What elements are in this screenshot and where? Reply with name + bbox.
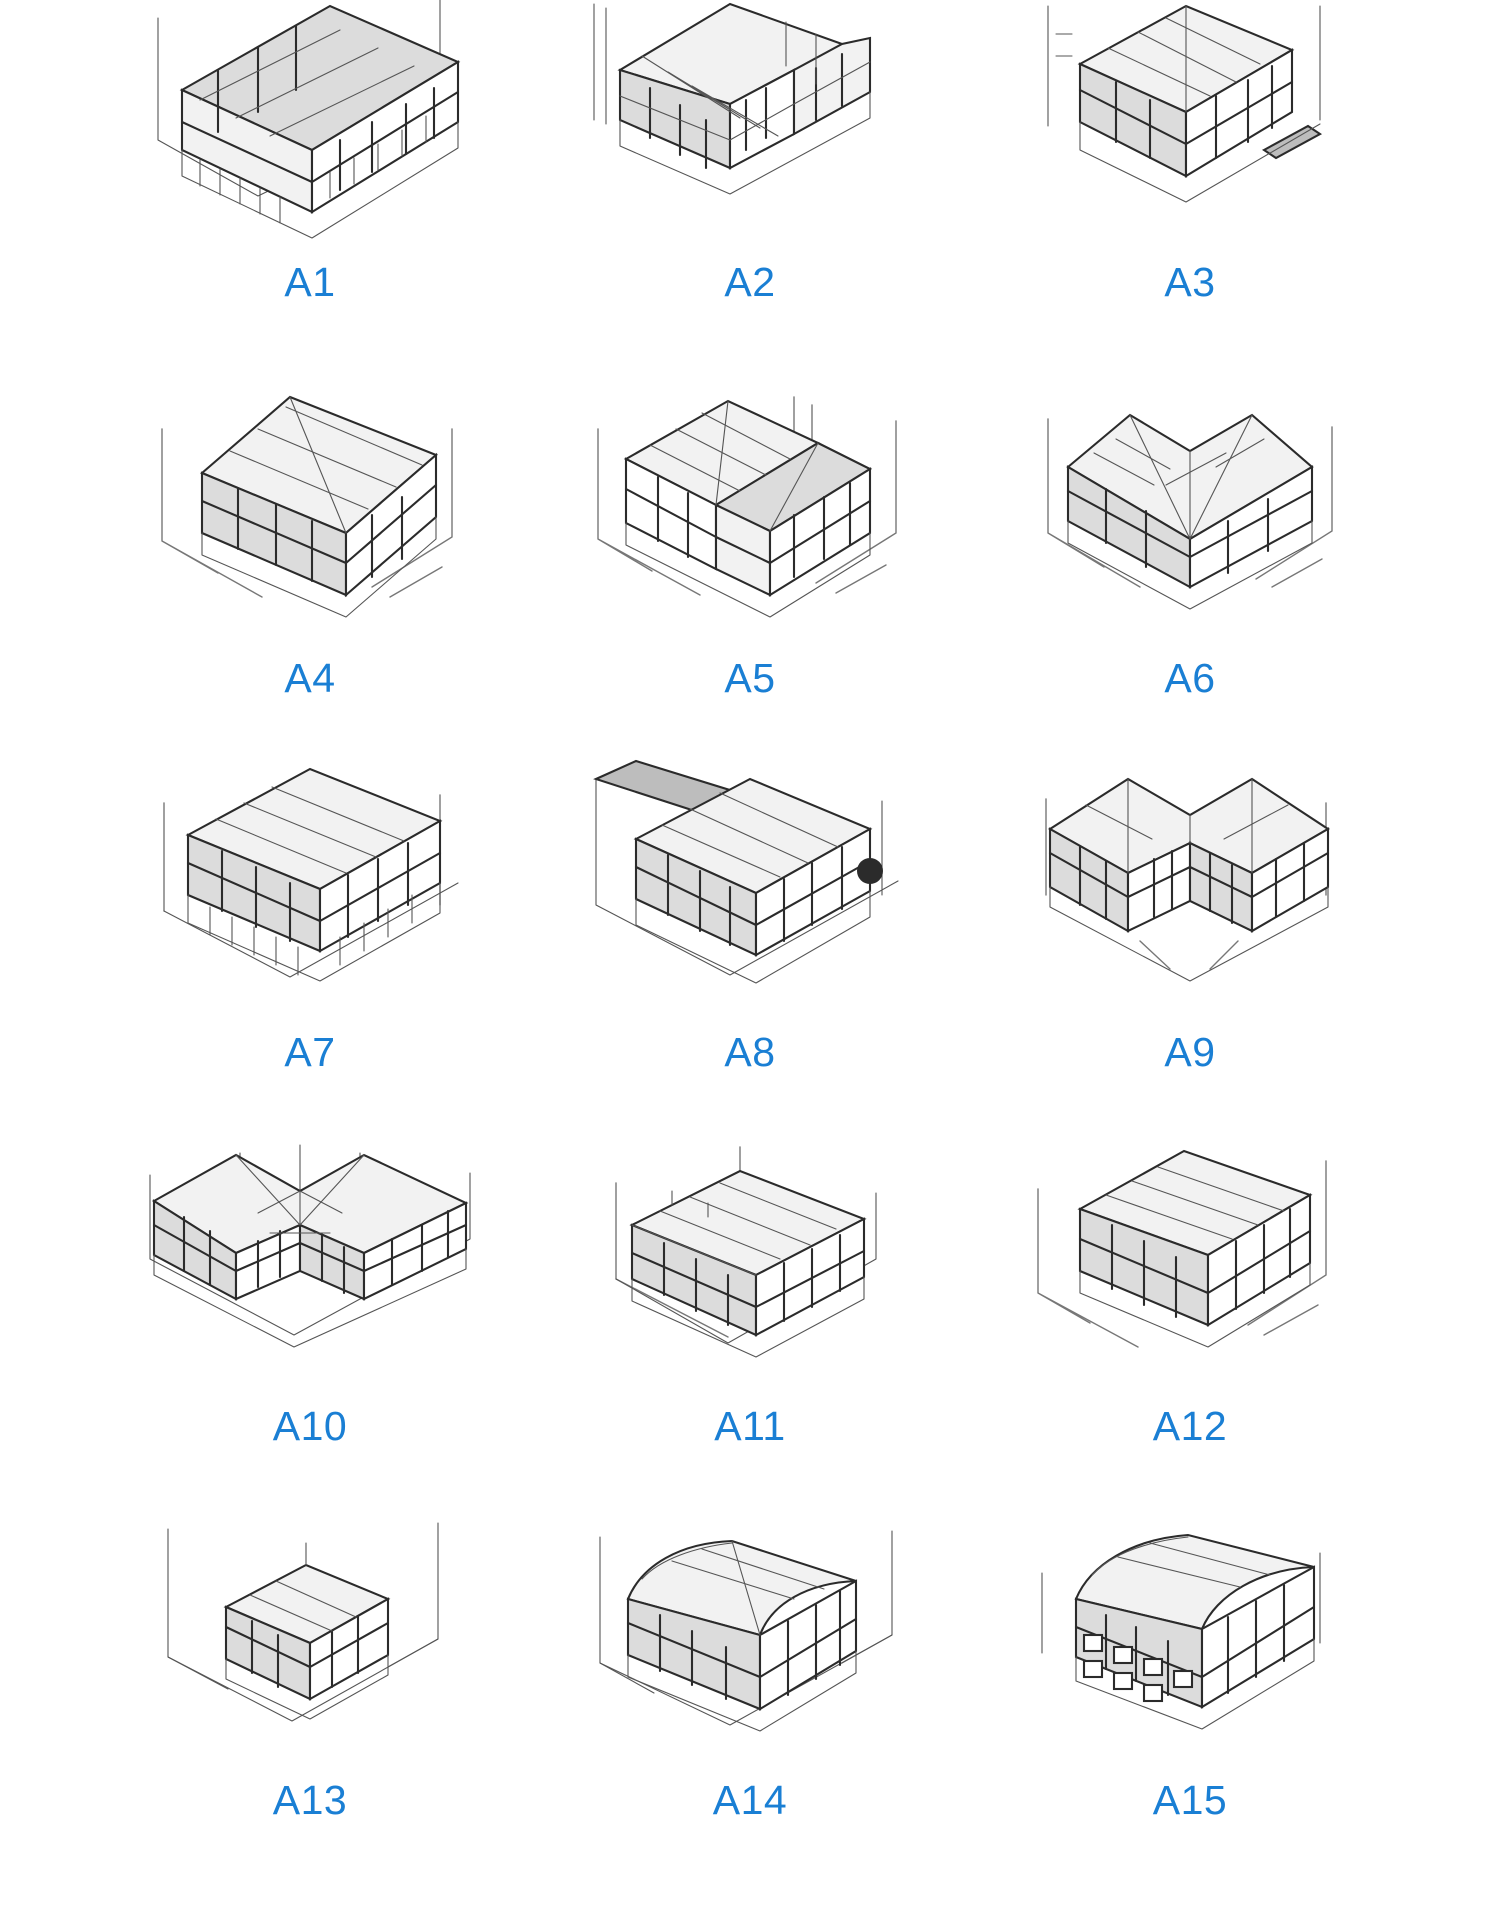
catalogue-item-a3[interactable] bbox=[970, 0, 1410, 374]
item-label-a11: A11 bbox=[714, 1403, 786, 1449]
item-label-a6: A6 bbox=[1164, 655, 1216, 701]
item-label-a3: A3 bbox=[1164, 259, 1216, 305]
figure-a10 bbox=[90, 1122, 530, 1394]
figure-a13 bbox=[90, 1496, 530, 1768]
figure-a12 bbox=[970, 1122, 1410, 1394]
catalogue-item-a10[interactable] bbox=[90, 1122, 530, 1496]
figure-a4 bbox=[90, 374, 530, 646]
catalogue-item-a13[interactable] bbox=[90, 1496, 530, 1870]
figure-a3 bbox=[970, 0, 1410, 250]
figure-a14 bbox=[530, 1496, 970, 1768]
item-label-a14: A14 bbox=[712, 1777, 788, 1823]
catalogue-item-a5[interactable] bbox=[530, 374, 970, 748]
catalogue-item-a1[interactable] bbox=[90, 0, 530, 374]
catalogue-item-a9[interactable] bbox=[970, 748, 1410, 1122]
item-label-a15: A15 bbox=[1152, 1777, 1228, 1823]
figure-a5 bbox=[530, 374, 970, 646]
catalogue-item-a12[interactable] bbox=[970, 1122, 1410, 1496]
item-label-a8: A8 bbox=[724, 1029, 776, 1075]
figure-a7 bbox=[90, 748, 530, 1020]
figure-a11 bbox=[530, 1122, 970, 1394]
style-grid bbox=[90, 0, 1410, 1870]
catalogue-item-a8[interactable] bbox=[530, 748, 970, 1122]
figure-a15 bbox=[970, 1496, 1410, 1768]
item-label-a10: A10 bbox=[272, 1403, 348, 1449]
item-label-a7: A7 bbox=[284, 1029, 336, 1075]
item-label-a5: A5 bbox=[724, 655, 776, 701]
item-label-a13: A13 bbox=[272, 1777, 348, 1823]
item-label-a1: A1 bbox=[284, 259, 336, 305]
figure-a9 bbox=[970, 748, 1410, 1020]
catalogue-item-a7[interactable] bbox=[90, 748, 530, 1122]
item-label-a9: A9 bbox=[1164, 1029, 1216, 1075]
figure-a6 bbox=[970, 374, 1410, 646]
figure-a1 bbox=[90, 0, 530, 250]
catalogue-item-a4[interactable] bbox=[90, 374, 530, 748]
item-label-a4: A4 bbox=[284, 655, 336, 701]
figure-a8 bbox=[530, 748, 970, 1020]
item-label-a2: A2 bbox=[724, 259, 776, 305]
catalogue-item-a15[interactable] bbox=[970, 1496, 1410, 1870]
catalogue-item-a2[interactable] bbox=[530, 0, 970, 374]
item-label-a12: A12 bbox=[1152, 1403, 1228, 1449]
catalogue-item-a11[interactable] bbox=[530, 1122, 970, 1496]
catalogue-item-a14[interactable] bbox=[530, 1496, 970, 1870]
figure-a2 bbox=[530, 0, 970, 250]
catalogue-item-a6[interactable] bbox=[970, 374, 1410, 748]
